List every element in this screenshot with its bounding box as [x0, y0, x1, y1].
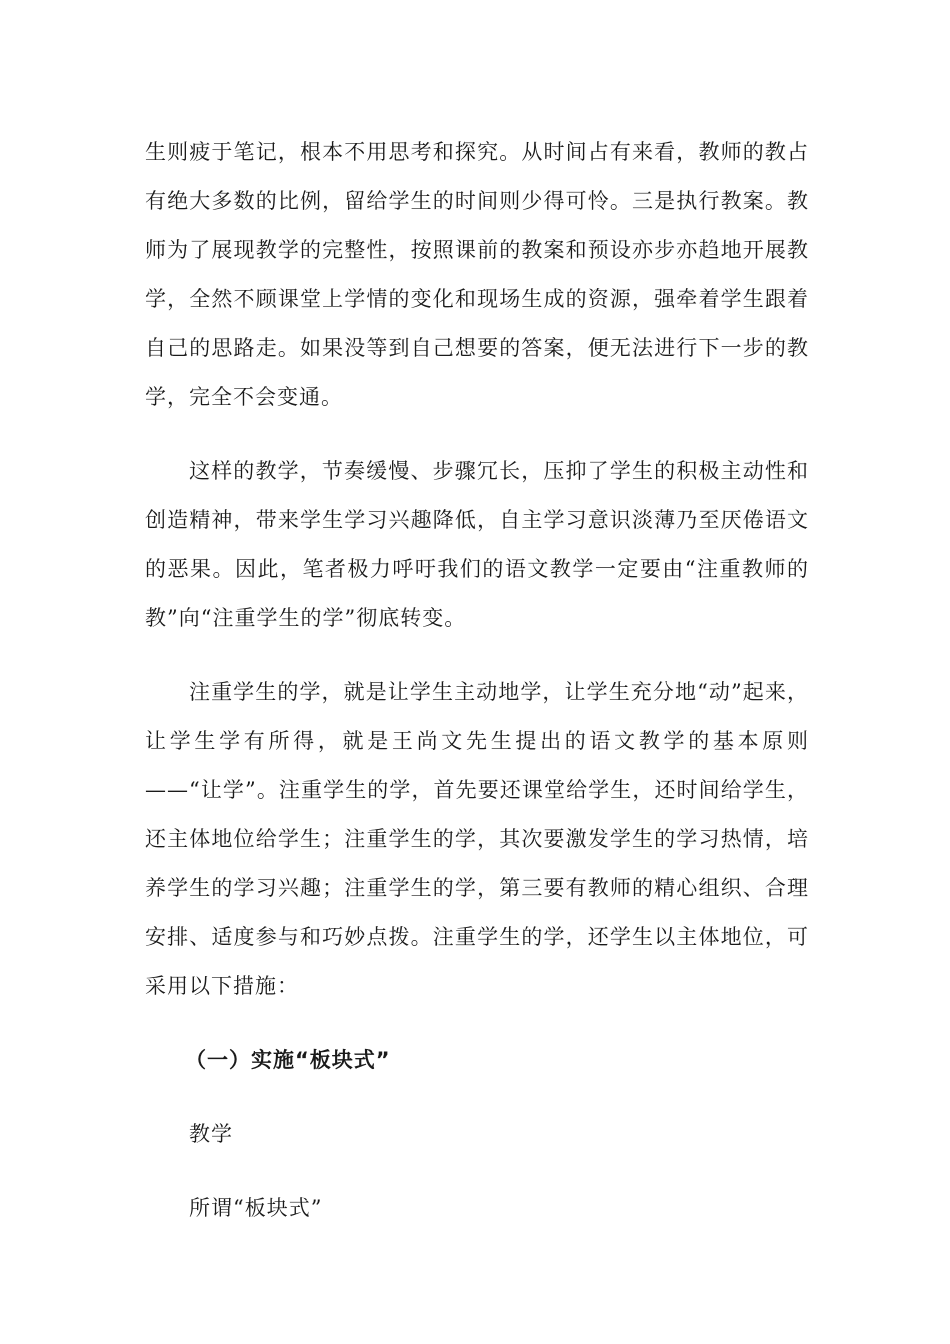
document-body: [145, 128, 809, 1258]
text-line-so-called: 所谓“板块式”: [189, 1196, 323, 1220]
section-heading: （一）实施“板块式”: [185, 1048, 391, 1072]
paragraph-3: 注重学生的学，就是让学生主动地学，让学生充分地“动”起来，让学生学有所得，就是王尚文先生提出的语文教学的基本原则——“让学”。注重学生的学，首先要还课堂给学生，还时间给学生，还主体地位给学生；注重学生的学，其次要激发学生的学习热情，培养学生的学习兴趣；注重学生的学，第三要有教师的精心组织、合理安排、适度参与和巧妙点拨。注重学生的学，还学生以主体地位，可采用以下措施：: [145, 680, 809, 998]
paragraph-2: 这样的教学，节奏缓慢、步骤冗长，压抑了学生的积极主动性和创造精神，带来学生学习兴趣降低，自主学习意识淡薄乃至厌倦语文的恶果。因此，笔者极力呼吁我们的语文教学一定要由“注重教师的教”向“注重学生的学”彻底转变。: [145, 459, 809, 630]
text-line-teaching: 教学: [189, 1122, 233, 1146]
paragraph-1: 生则疲于笔记，根本不用思考和探究。从时间占有来看，教师的教占有绝大多数的比例，留给学生的时间则少得可怜。三是执行教案。教师为了展现教学的完整性，按照课前的教案和预设亦步亦趋地开展教学，全然不顾课堂上学情的变化和现场生成的资源，强牵着学生跟着自己的思路走。如果没等到自己想要的答案，便无法进行下一步的教学，完全不会变通。: [145, 140, 809, 409]
